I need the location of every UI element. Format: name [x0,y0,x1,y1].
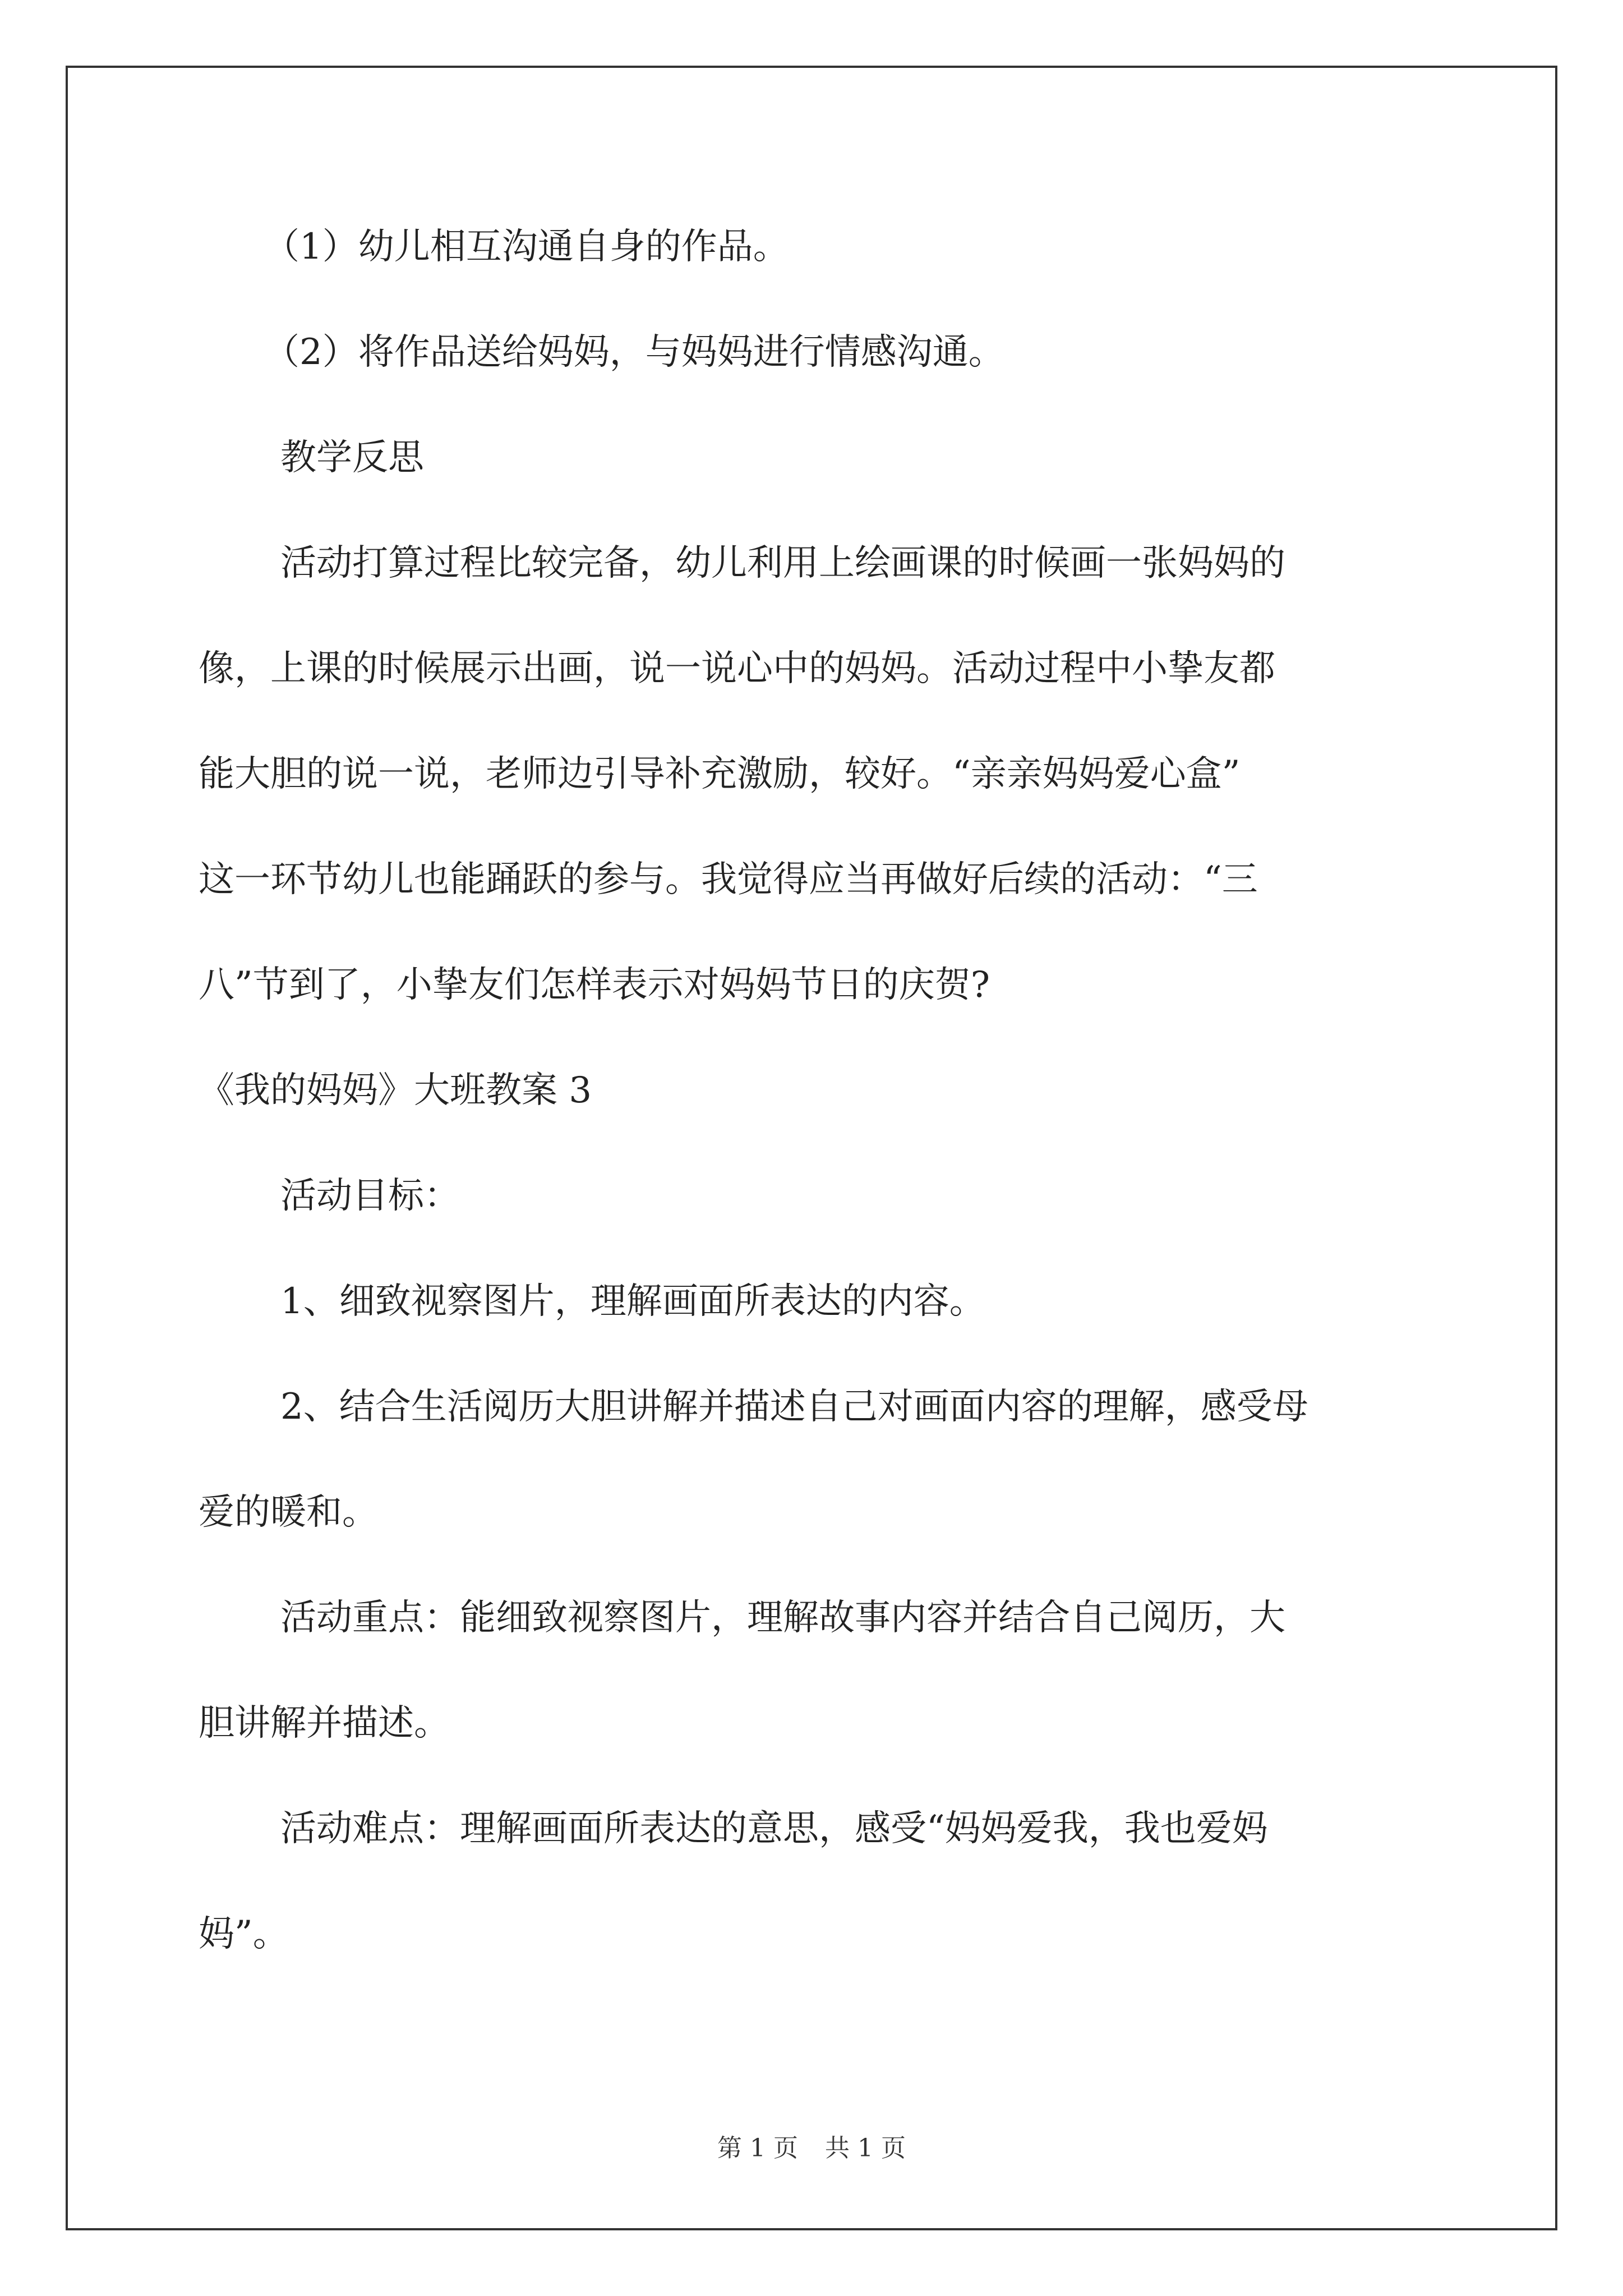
paragraph-line: 活动打算过程比较完备，幼儿利用上绘画课的时候画一张妈妈的 [280,542,1285,584]
paragraph-line: 能大胆的说一说，老师边引导补充激励，较好。“亲亲妈妈爱心盒” [199,753,1241,795]
section-heading: 活动目标： [280,1175,460,1217]
paragraph-line: 1、细致视察图片，理解画面所表达的内容。 [280,1281,985,1322]
page-border [66,66,1557,2230]
document-title: 《我的妈妈》大班教案 3 [199,1070,592,1111]
page-count: 共 1 页 [825,2134,906,2162]
paragraph-line: 胆讲解并描述。 [199,1703,450,1744]
paragraph-line: 爱的暖和。 [199,1492,378,1533]
section-heading: 教学反思 [280,437,424,478]
page-footer [0,2132,1623,2165]
paragraph-line: 活动重点：能细致视察图片，理解故事内容并结合自己阅历，大 [280,1597,1285,1639]
paragraph-line: 2、结合生活阅历大胆讲解并描述自己对画面内容的理解，感受母 [280,1386,1308,1428]
paragraph-line: 像，上课的时候展示出画，说一说心中的妈妈。活动过程中小挚友都 [199,648,1275,689]
page-number: 第 1 页 [717,2134,798,2162]
paragraph-line: （1）幼儿相互沟通自身的作品。 [264,226,789,268]
paragraph-line: （2）将作品送给妈妈，与妈妈进行情感沟通。 [264,332,1004,373]
paragraph-line: 妈”。 [199,1913,289,1955]
paragraph-line: 这一环节幼儿也能踊跃的参与。我觉得应当再做好后续的活动：“三 [199,859,1258,900]
paragraph-line: 八”节到了，小挚友们怎样表示对妈妈节日的庆贺? [199,964,990,1006]
paragraph-line: 活动难点：理解画面所表达的意思，感受“妈妈爱我，我也爱妈 [280,1808,1268,1849]
